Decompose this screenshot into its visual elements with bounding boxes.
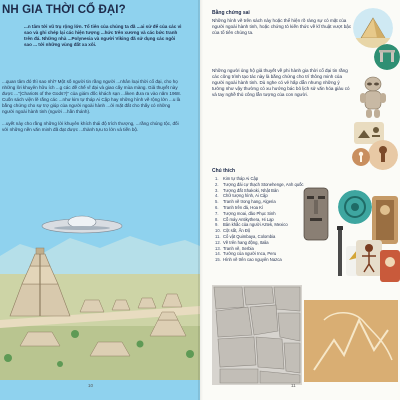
list-item: 4. Chữ tượng hình, Ai Cập	[215, 193, 268, 199]
list-item: 7. Tượng moai, đảo Phục Sinh	[215, 210, 276, 216]
evidence-paragraph-1: Những hình vẽ trên sách này hoặc thể hiện rõ ràng sự có mặt của người ngoài hành tinh, hoặc chứng tỏ kiến thức về kĩ thuật vượt bậc của tổ tiên chúng ta.	[212, 18, 352, 36]
rock-art-icon	[352, 148, 370, 166]
list-item: 14. Tường của người Inca, Peru	[215, 251, 277, 257]
evidence-paragraph-2: Những người ủng hộ giả thuyết về phi hành gia thời cổ đại tin rằng các công trình tạo tác này là bằng chứng cho trí thông minh của người ngoài hành tinh. Dù nghe có vẻ hấp dẫn nhưng những ý tưởng như vậy thường có xu hướng bác bỏ lịch sử văn hóa giàu có và tay nghề thủ công lẫn tượng của con người.	[212, 68, 350, 98]
page-gutter	[198, 0, 203, 400]
dogu-figurine-icon	[357, 74, 389, 120]
cave-painting-icon	[368, 140, 398, 170]
list-item: 9. Bản khắc của người Aztek, Mexico	[215, 222, 288, 228]
antikythera-mechanism-icon	[338, 190, 372, 224]
list-item: 12. Vẽ trên hang động, Italia	[215, 239, 269, 245]
left-body-text	[2, 79, 182, 138]
inca-wall-icon	[212, 285, 302, 385]
stonehenge-icon	[374, 44, 400, 70]
right-page-number: 11	[291, 383, 296, 388]
notes-heading: Chú thích	[212, 168, 236, 174]
list-item: 8. Cỗ máy Antikythera, Hi Lạp	[215, 216, 274, 222]
list-item: 3. Tượng đất Shakoki, Nhật Bản	[215, 187, 279, 193]
painting-serbia-icon	[380, 250, 400, 282]
list-item: 5. Tranh vẽ trong hang, Algeria	[215, 199, 276, 205]
list-item: 10. Cột sắt, Ấn Độ	[215, 228, 251, 234]
list-item: 15. Hình vẽ trên cao nguyên Nazca	[215, 257, 282, 263]
evidence-heading: Bằng chứng sai	[212, 10, 250, 16]
moai-statue-icon	[300, 186, 332, 242]
left-page-title: NH GIA THỜI CỔ ĐẠI?	[2, 4, 126, 16]
list-item: 13. Tranh vẽ, Serbia	[215, 245, 254, 251]
list-item: 11. Cổ vật Quimbaya, Colombia	[215, 233, 276, 239]
cave-drawing-figure-icon	[356, 240, 382, 276]
left-intro-text: ...n tâm tới vũ trụ rộng lớn. Tổ tiên của chúng ta đã ...ai sử để của các vì sao và ghi chép lại các hiện tượng ...hức trên xương và các bức tranh trên đá. Những nhà ...Polynesia và người Viking đã sử dụng các ngôi sao ... tới những vùng đất xa xôi.	[24, 24, 182, 48]
list-item: 6. Tranh trên đá, Hoa Kì	[215, 204, 264, 210]
aztec-carving-icon	[372, 196, 398, 244]
left-paragraph-1: ...quan tâm đó thì sao nhỉ? Một số người tin rằng người ...nhân loại thời cổ đại, cho họ những lời khuyên hữu ích ...g các đế chế vĩ đại và giao cấy mùa màng. Giả thuyết này được ..."(Chariots of the Gods?)" của giám đốc khách sạn ...liken đưa ra vào năm 1968. Cuốn sách viện lẽ rằng các ...như kim tự tháp Ai Cập hay những hình vẽ rộng lớn ...u là bằng chứng cho sự trợ giúp của người ngoài hành ...ới mặt đất cho thấy có những người ngoài hành tinh (người ...hần thánh).	[2, 79, 181, 115]
list-item: 2. Tượng đài cự thạch Stonehenge, Anh quốc	[215, 181, 304, 187]
list-item: 1. Kim tự tháp Ai Cập	[215, 176, 259, 181]
left-page-number: 10	[88, 383, 94, 388]
left-paragraph-2: ...uyết này cho rằng những lời khuyên khích thái độ trích thượng, ...rằng chúng tộc, đối với những nền văn minh đã đạt được ...thành tựu to lớn và tiến bộ.	[2, 120, 179, 132]
iron-pillar-icon	[336, 226, 344, 276]
nazca-lines-icon	[304, 300, 398, 382]
pyramid-icon	[353, 8, 393, 48]
ancient-city-illustration	[0, 186, 200, 380]
